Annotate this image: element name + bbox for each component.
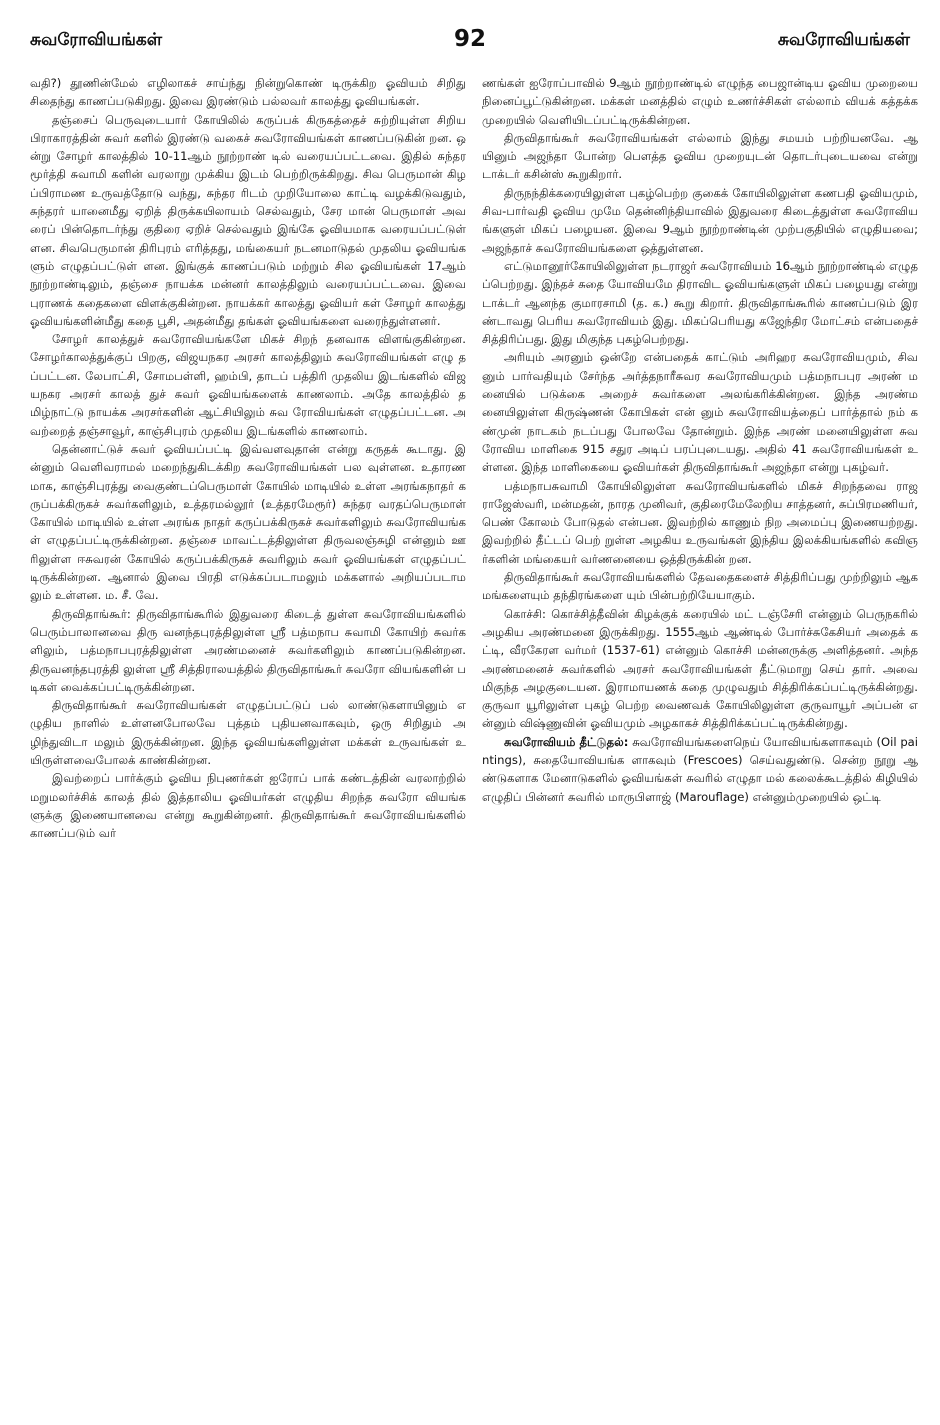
page-header (30, 26, 910, 62)
page-number: 92 (453, 26, 486, 52)
paragraph (30, 440, 466, 605)
paragraph (30, 605, 466, 696)
paragraph-text: சுவரோவியங்களைநெய் யோவியங்களாகவும் (Oil paintings), சுதையோவியங்க ளாகவும் (Frescoes) செய்வதுண்டு. சென்ற நூறு ஆண்டுகளாக மேனாடுகளில் ஓவியங்கள் சுவரில் எழுதா மல் கலைக்கூடத்தில் கிழியில் எழுதிப் பின்னர் சுவரில் மாருபிளாஜ் (Marouflage) என்னும்முறையில் ஒட்டி (482, 734, 918, 804)
paragraph-text: திருவிதாங்கூர் சுவரோவியங்களில் தேவதைகளைச் சித்திரிப்பது முற்றிலும் ஆகமங்களையும் தந்திரங்களை யும் பின்பற்றியேயாகும். (482, 570, 918, 603)
right-column (482, 74, 918, 806)
paragraph-text: திருவிதாங்கூர்: திருவிதாங்கூரில் இதுவரை கிடைத் துள்ள சுவரோவியங்களில் பெரும்பாலானவை திரு வனந்தபுரத்திலுள்ள ஸ்ரீ பத்மநாப சுவாமி கோயிற் சுவர்களிலும், பத்மநாபபுரத்திலுள்ள அரண்மனைச் சுவர்களிலும் காணப்படுகின்றன. திருவனந்தபுரத்தி லுள்ள ஸ்ரீ சித்திராலயத்தில் திருவிதாங்கூர் சுவரோ வியங்களின் படிகள் வைக்கப்பட்டிருக்கின்றன. (30, 606, 466, 694)
paragraph-text: திருவிதாங்கூர் சுவரோவியங்கள் எழுதப்பட்டுப் பல் லாண்டுகளாயினும் எழுதிய நாளில் உள்ளனபோலவே புத்தம் புதியனவாகவும், ஒரு சிறிதும் அழிந்துவிடா மலும் இருக்கின்றன. இந்த ஓவியங்களிலுள்ள மக்கள் உருவங்கள் உயிருள்ளவைபோலக் காண்கின்றன. (30, 698, 466, 767)
paragraph-text: இவற்றைப் பார்க்கும் ஓவிய நிபுணர்கள் ஐரோப் பாக் கண்டத்தின் வரலாற்றில் மறுமலர்ச்சிக் காலத் தில் இத்தாலிய ஓவியர்கள் எழுதிய சிறந்த சுவரோ வியங்களுக்கு இணையானவை என்று கூறுகின்றனர். திருவிதாங்கூர் சுவரோவியங்களில் காணப்படும் வர் (30, 771, 466, 841)
paragraph (482, 605, 918, 733)
paragraph-text: கொச்சி: கொச்சித்தீவின் கிழக்குக் கரையில் மட் டஞ்சேரி என்னும் பெருநகரில் அழகிய அரண்மனை இருக்கிறது. 1555ஆம் ஆண்டில் போர்ச்சுகேசியர் அதைக் கட்டி, வீரகேரள வர்மர் (1537-61) என்னும் கொச்சி மன்னருக்கு அளித்தனர். அந்த அரண்மனைச் சுவர்களில் அரசர் சுவரோவியங்கள் தீட்டுமாறு செய் தார். அவை மிகுந்த அழகுடையன. இராமாயணக் கதை முழுவதும் சித்திரிக்கப்பட்டிருக்கின்றது. குருவா யூரிலுள்ள புகழ் பெற்ற வைணவக் கோயிலிலுள்ள குருவாயூர் அப்பன் என்னும் விஷ்ணுவின் ஓவியமும் அழகாகச் சித்திரிக்கப்பட்டிருக்கின்றது. (482, 606, 918, 731)
paragraph-lead: சுவரோவியம் தீட்டுதல்: (504, 734, 629, 749)
running-head-right: சுவரோவியங்கள் (777, 30, 910, 50)
paragraph (30, 696, 466, 769)
paragraph-text: பத்மநாபசுவாமி கோயிலிலுள்ள சுவரோவியங்களில் மிகச் சிறந்தவை ராஜராஜேஸ்வரி, மன்மதன், நாரத முனிவர், குதிரைமேலேறிய சாத்தனர், சுப்பிரமணியர், பெண் கோலம் போடுதல் என்பன. இவற்றில் காணும் நிற அமைப்பு இணையற்றது. இவற்றில் தீட்டப் பெற் றுள்ள அழகிய உருவங்கள் இந்திய இலக்கியங்களில் கவிஞர்களின் மங்கையர் வர்ணனையை ஒத்திருக்கின் றன. (482, 478, 918, 566)
paragraph-text: திருநந்திக்கரையிலுள்ள புகழ்பெற்ற குகைக் கோயிலிலுள்ள கணபதி ஓவியமும், சிவ-பார்வதி ஓவிய முமே தென்னிந்தியாவில் இதுவரை கிடைத்துள்ள சுவரோவியங்களுள் மிகப் பழையன. இவை 9ஆம் நூற்றாண்டின் முற்பகுதியில் எழுதியவை; அஜந்தாச் சுவரோவியங்களை ஒத்துள்ளன. (482, 185, 918, 255)
paragraph-text: ணங்கள் ஐரோப்பாவில் 9ஆம் நூற்றாண்டில் எழுந்த பைஜான்டிய ஓவிய முறையை நினைப்பூட்டுகின்றன. மக்கள் மனத்தில் எழும் உணர்ச்சிகள் எல்லாம் வியக் கத்தக்கமுறையில் வெளியிடப்பட்டிருக்கின்றன. (482, 76, 918, 127)
paragraph-text: திருவிதாங்கூர் சுவரோவியங்கள் எல்லாம் இந்து சமயம் பற்றியனவே. ஆயினும் அஜந்தா போன்ற பௌத்த ஓவிய முறையுடன் தொடர்புடையவை என்று டாக்டர் கசின்ஸ் கூறுகிறார். (482, 130, 918, 182)
paragraph (482, 348, 918, 476)
paragraph (30, 330, 466, 440)
paragraph (482, 257, 918, 348)
paragraph (482, 568, 918, 605)
paragraph-text: தஞ்சைப் பெருவுடையார் கோயிலில் கருப்பக் கிருகத்தைச் சுற்றியுள்ள சிறிய பிராகாரத்தின் சுவர் களில் இரண்டு வகைச் சுவரோவியங்கள் காணப்படுகின் றன. ஒன்று சோழர் காலத்தில் 10-11ஆம் நூற்றாண் டில் வரையப்பட்டவை. இதில் சுந்தரமூர்த்தி சுவாமி களின் வரலாறு முக்கிய இடம் பெற்றிருக்கிறது. சிவ பெருமான் கிழப்பிராமண உருவத்தோடு வந்து, சுந்தர ரிடம் முறியோலை காட்டி வழக்கிடுவதும், சுந்தரர் யானைமீது ஏறித் திருக்கயிலாயம் செல்வதும், சேர மான் பெருமாள் அவரைப் பின்தொடர்ந்து குதிரை ஏறிச் செல்வதும் இங்கே ஓவியமாக வரையப்பட்டுள் ளன. சிவபெருமான் திரிபுரம் எரித்தது, மங்கையர் நடனமாடுதல் முதலிய ஓவியங்களும் எழுதப்பட்டுள் ளன. இங்குக் காணப்படும் மற்றும் சில ஓவியங்கள் 17ஆம் நூற்றாண்டிலும், தஞ்சை நாயக்க மன்னர் காலத்திலும் வரையப்பட்டவை. இவை புராணக் கதைகளை விளக்குகின்றன. நாயக்கர் காலத்து ஓவியர் கள் சோழர் காலத்து ஓவியங்களின்மீது கதை பூசி, அதன்மீது தங்கள் ஓவியங்களை வரைந்துள்ளனர். (30, 112, 466, 328)
paragraph (30, 111, 466, 331)
paragraph (482, 477, 918, 568)
paragraph (482, 74, 918, 129)
running-head-left: சுவரோவியங்கள் (30, 30, 163, 50)
paragraph (482, 129, 918, 184)
paragraph-text: வதி?) தூணின்மேல் எழிலாகச் சாய்ந்து நின்றுகொண் டிருக்கிற ஓவியம் சிறிது சிதைந்து காணப்படுகிறது. இவை இரண்டும் பல்லவர் காலத்து ஓவியங்கள். (30, 76, 466, 109)
paragraph (30, 769, 466, 842)
paragraph (30, 74, 466, 111)
paragraph (482, 733, 918, 806)
paragraph-text: சோழர் காலத்துச் சுவரோவியங்களே மிகச் சிறந் தனவாக விளங்குகின்றன. சோழர்காலத்துக்குப் பிறகு, விஜயநகர அரசர் காலத்திலும் சுவரோவியங்கள் எழு தப்பட்டன. லேபாட்சி, சோமபள்ளி, ஹம்பி, தாடப் பத்திரி முதலிய இடங்களில் விஜயநகர அரசர் காலத் துச் சுவர் ஓவியங்களைக் காணலாம். அதே காலத்தில் தமிழ்நாட்டு நாயக்க அரசர்களின் ஆட்சியிலும் சுவ ரோவியங்கள் எழுதப்பட்டன. அவற்றைத் தஞ்சாவூர், காஞ்சிபுரம் முதலிய இடங்களில் காணலாம். (30, 332, 466, 438)
paragraph (482, 184, 918, 257)
paragraph-text: அரியும் அரனும் ஒன்றே என்பதைக் காட்டும் அரிஹர சுவரோவியமும், சிவனும் பார்வதியும் சேர்ந்த அர்த்தநாரீசுவர சுவரோவியமும் பத்மநாபபுர அரண் மனையில் படுக்கை அறைச் சுவர்களை அலங்கரிக்கின்றன. இந்த அரண்மனையிலுள்ள கிருஷ்ணன் கோபிகள் என் னும் சுவரோவியத்தைப் பார்த்தால் நம் கண்முன் நாடகம் நடப்பது போலவே தோன்றும். இந்த அரண் மனையிலுள்ள சுவரோவிய மாளிகை 915 சதுர அடிப் பரப்புடையது. அதில் 41 சுவரோவியங்கள் உள்ளன. இந்த மாளிகையை ஓவியர்கள் திருவிதாங்கூர் அஜந்தா என்று புகழ்வர். (482, 350, 918, 475)
left-column (30, 74, 466, 842)
paragraph-text: தென்னாட்டுச் சுவர் ஓவியப்பட்டி இவ்வளவுதான் என்று கருதக் கூடாது. இன்னும் வெளிவராமல் மறைந்துகிடக்கிற சுவரோவியங்கள் பல வுள்ளன. உதாரணமாக, காஞ்சிபுரத்து வைகுண்டப்பெருமாள் கோயில் மாடியில் உள்ள அரங்கநாதர் கருப்பக்கிருகச் சுவர்களிலும், உத்தரமல்லூர் (உத்தரமேரூர்) சுந்தர வரதப்பெருமாள் கோயில் மாடியில் உள்ள அரங்க நாதர் கருப்பக்கிருகச் சுவர்களிலும் சுவரோவியங்கள் எழுதப்பட்டிருக்கின்றன. தஞ்சை மாவட்டத்திலுள்ள திருவலஞ்சுழி என்னும் ஊரிலுள்ள ஈசுவரன் கோயில் கருப்பக்கிருகச் சுவரிலும் சுவர் ஓவியங்கள் எழுதப்பட் டிருக்கின்றன. ஆனால் இவை பிரதி எடுக்கப்படாமலும் மக்களால் அறியப்படாமலும் உள்ளன. ம. சீ. வே. (30, 441, 466, 603)
paragraph-text: எட்டுமானூர்கோயிலிலுள்ள நடராஜர் சுவரோவியம் 16ஆம் நூற்றாண்டில் எழுதப்பெற்றது. இந்தச் சுதை யோவியமே திராவிட ஓவியங்களுள் மிகப் பழையது என்று டாக்டர் ஆனந்த குமாரசாமி (த. க.) கூறு கிறார். திருவிதாங்கூரில் காணப்படும் இரண்டாவது பெரிய சுவரோவியம் இது. மிகப்பெரியது கஜேந்திர மோட்சம் என்பதைச் சித்திரிப்பது. இது மிகுந்த புகழ்பெற்றது. (482, 258, 918, 347)
